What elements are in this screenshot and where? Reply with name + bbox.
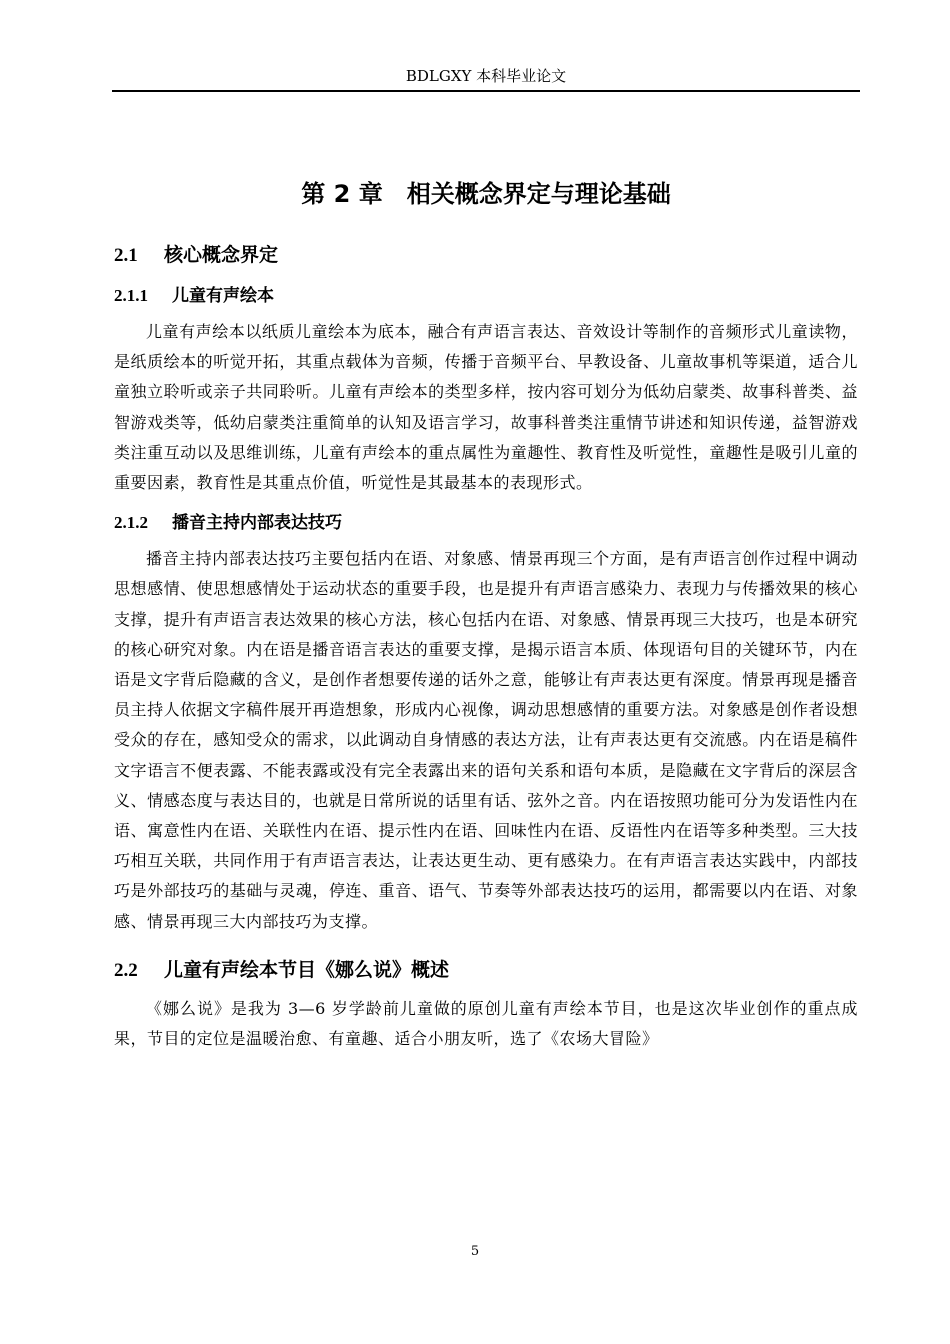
section-title: 核心概念界定 [164, 244, 279, 266]
running-header: BDLGXY 本科毕业论文 [405, 67, 567, 85]
subsection-title: 儿童有声绘本 [172, 286, 274, 306]
subsection-number: 2.1.1 [114, 286, 148, 305]
subsection-heading [114, 506, 858, 540]
section-heading [114, 236, 858, 275]
section-heading [114, 951, 858, 990]
section-title: 儿童有声绘本节目《娜么说》概述 [164, 958, 450, 981]
section-number: 2.1 [114, 245, 138, 266]
page-content [114, 170, 858, 1062]
chapter-title: 第 2 章 相关概念界定与理论基础 [301, 180, 671, 208]
body-paragraph: 播音主持内部表达技巧主要包括内在语、对象感、情景再现三个方面，是有声语言创作过程中调动思想感情、使思想感情处于运动状态的重要手段，也是提升有声语言感染力、表现力与传播效果的核心支撑，提升有声语言表达效果的核心方法，核心包括内在语、对象感、情景再现三大技巧，也是本研究的核心研究对象。内在语是播音语言表达的重要支撑，是揭示语言本质、体现语句目的关键环节，内在语是文字背后隐藏的含义，是创作者想要传递的话外之意，能够让有声表达更有深度。情景再现是播音员主持人依据文字稿件展开再造想象，形成内心视像，调动思想感情的重要方法。对象感是创作者设想受众的存在，感知受众的需求，以此调动自身情感的表达方法，让有声表达更有交流感。内在语是稿件文字语言不便表露、不能表露或没有完全表露出来的语句关系和语句本质，是隐藏在文字背后的深层含义、情感态度与表达目的，也就是日常所说的话里有话、弦外之音。内在语按照功能可分为发语性内在语、寓意性内在语、关联性内在语、提示性内在语、回味性内在语、反语性内在语等多种类型。三大技巧相互关联，共同作用于有声语言表达，让表达更生动、更有感染力。在有声语言表达实践中，内部技巧是外部技巧的基础与灵魂，停连、重音、语气、节奏等外部表达技巧的运用，都需要以内在语、对象感、情景再现三大内部技巧为支撑。 [114, 549, 858, 931]
section-number: 2.2 [114, 959, 138, 981]
subsection-number: 2.1.2 [114, 513, 148, 533]
body-paragraph: 儿童有声绘本以纸质儿童绘本为底本，融合有声语言表达、音效设计等制作的音频形式儿童读物，是纸质绘本的听觉开拓，其重点载体为音频，传播于音频平台、早教设备、儿童故事机等渠道，适合儿童独立聆听或亲子共同聆听。儿童有声绘本的类型多样，按内容可划分为低幼启蒙类、故事科普类、益智游戏类等，低幼启蒙类注重简单的认知及语言学习，故事科普类注重情节讲述和知识传递，益智游戏类注重互动以及思维训练，儿童有声绘本的重点属性为童趣性、教育性及听觉性，童趣性是吸引儿童的重要因素，教育性是其重点价值，听觉性是其最基本的表现形式。 [114, 322, 858, 493]
page-number: 5 [470, 1244, 480, 1259]
subsection-title: 播音主持内部表达技巧 [172, 513, 342, 534]
body-paragraph: 《娜么说》是我为 3—6 岁学龄前儿童做的原创儿童有声绘本节目，也是这次毕业创作的重点成果，节目的定位是温暖治愈、有童趣、适合小朋友听，选了《农场大冒险》 [114, 998, 858, 1049]
subsection-heading [114, 279, 858, 313]
header-rule [112, 90, 860, 92]
